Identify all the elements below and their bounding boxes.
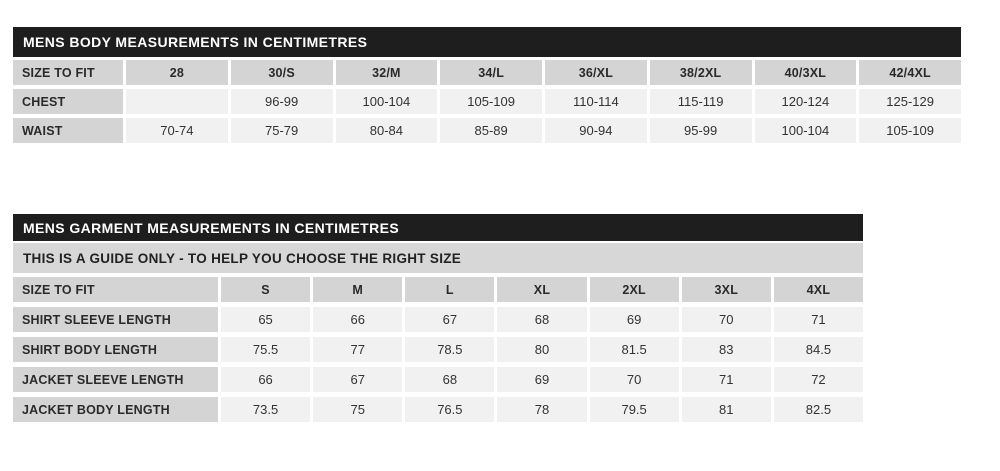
guide-note-bar [13,243,863,273]
data-cell: 66 [313,307,402,332]
guide-note: THIS IS A GUIDE ONLY - TO HELP YOU CHOOSE THE RIGHT SIZE [23,250,462,266]
data-cell: 100-104 [755,118,857,143]
data-cell: 75.5 [221,337,310,362]
data-cell: 77 [313,337,402,362]
data-cell: 81.5 [590,337,679,362]
row-label-cell: SHIRT SLEEVE LENGTH [13,307,218,332]
data-cell: 67 [405,307,494,332]
data-cell: 100-104 [336,89,438,114]
data-cell: 70 [682,307,771,332]
data-cell: 81 [682,397,771,422]
row-label-cell: WAIST [13,118,123,143]
column-header-cell: 40/3XL [755,60,857,85]
measurements-grid [13,60,961,143]
data-cell: 78.5 [405,337,494,362]
data-cell: 82.5 [774,397,863,422]
size-to-fit-label-cell: SIZE TO FIT [13,60,123,85]
column-header-cell: 28 [126,60,228,85]
column-header-cell: 38/2XL [650,60,752,85]
data-cell: 70-74 [126,118,228,143]
column-header-cell: M [313,277,402,302]
data-cell: 72 [774,367,863,392]
row-label-cell: JACKET BODY LENGTH [13,397,218,422]
data-cell: 80-84 [336,118,438,143]
data-cell: 84.5 [774,337,863,362]
column-header-cell: 2XL [590,277,679,302]
data-cell [126,89,228,114]
data-cell: 75-79 [231,118,333,143]
size-to-fit-label-cell: SIZE TO FIT [13,277,218,302]
data-cell: 96-99 [231,89,333,114]
column-header-cell: 42/4XL [859,60,961,85]
mens-body-measurements-table [13,27,961,143]
data-cell: 76.5 [405,397,494,422]
data-cell: 105-109 [859,118,961,143]
data-cell: 66 [221,367,310,392]
data-cell: 110-114 [545,89,647,114]
data-cell: 79.5 [590,397,679,422]
column-header-cell: 34/L [440,60,542,85]
data-cell: 95-99 [650,118,752,143]
table-title: MENS GARMENT MEASUREMENTS IN CENTIMETRES [23,219,400,236]
column-header-cell: S [221,277,310,302]
data-cell: 120-124 [755,89,857,114]
table-title: MENS BODY MEASUREMENTS IN CENTIMETRES [23,34,368,50]
column-header-cell: 30/S [231,60,333,85]
table-title-bar [13,214,863,241]
data-cell: 68 [497,307,586,332]
data-cell: 125-129 [859,89,961,114]
data-cell: 90-94 [545,118,647,143]
data-cell: 85-89 [440,118,542,143]
column-header-cell: 3XL [682,277,771,302]
row-label-cell: CHEST [13,89,123,114]
data-cell: 70 [590,367,679,392]
column-header-cell: 36/XL [545,60,647,85]
data-cell: 83 [682,337,771,362]
data-cell: 80 [497,337,586,362]
data-cell: 71 [682,367,771,392]
column-header-cell: XL [497,277,586,302]
table-title-bar [13,27,961,57]
data-cell: 67 [313,367,402,392]
column-header-cell: 32/M [336,60,438,85]
data-cell: 73.5 [221,397,310,422]
data-cell: 78 [497,397,586,422]
column-header-cell: 4XL [774,277,863,302]
data-cell: 69 [497,367,586,392]
data-cell: 71 [774,307,863,332]
row-label-cell: JACKET SLEEVE LENGTH [13,367,218,392]
data-cell: 69 [590,307,679,332]
data-cell: 75 [313,397,402,422]
mens-garment-measurements-table [13,214,863,422]
data-cell: 105-109 [440,89,542,114]
data-cell: 65 [221,307,310,332]
data-cell: 115-119 [650,89,752,114]
data-cell: 68 [405,367,494,392]
column-header-cell: L [405,277,494,302]
row-label-cell: SHIRT BODY LENGTH [13,337,218,362]
measurements-grid [13,277,863,422]
